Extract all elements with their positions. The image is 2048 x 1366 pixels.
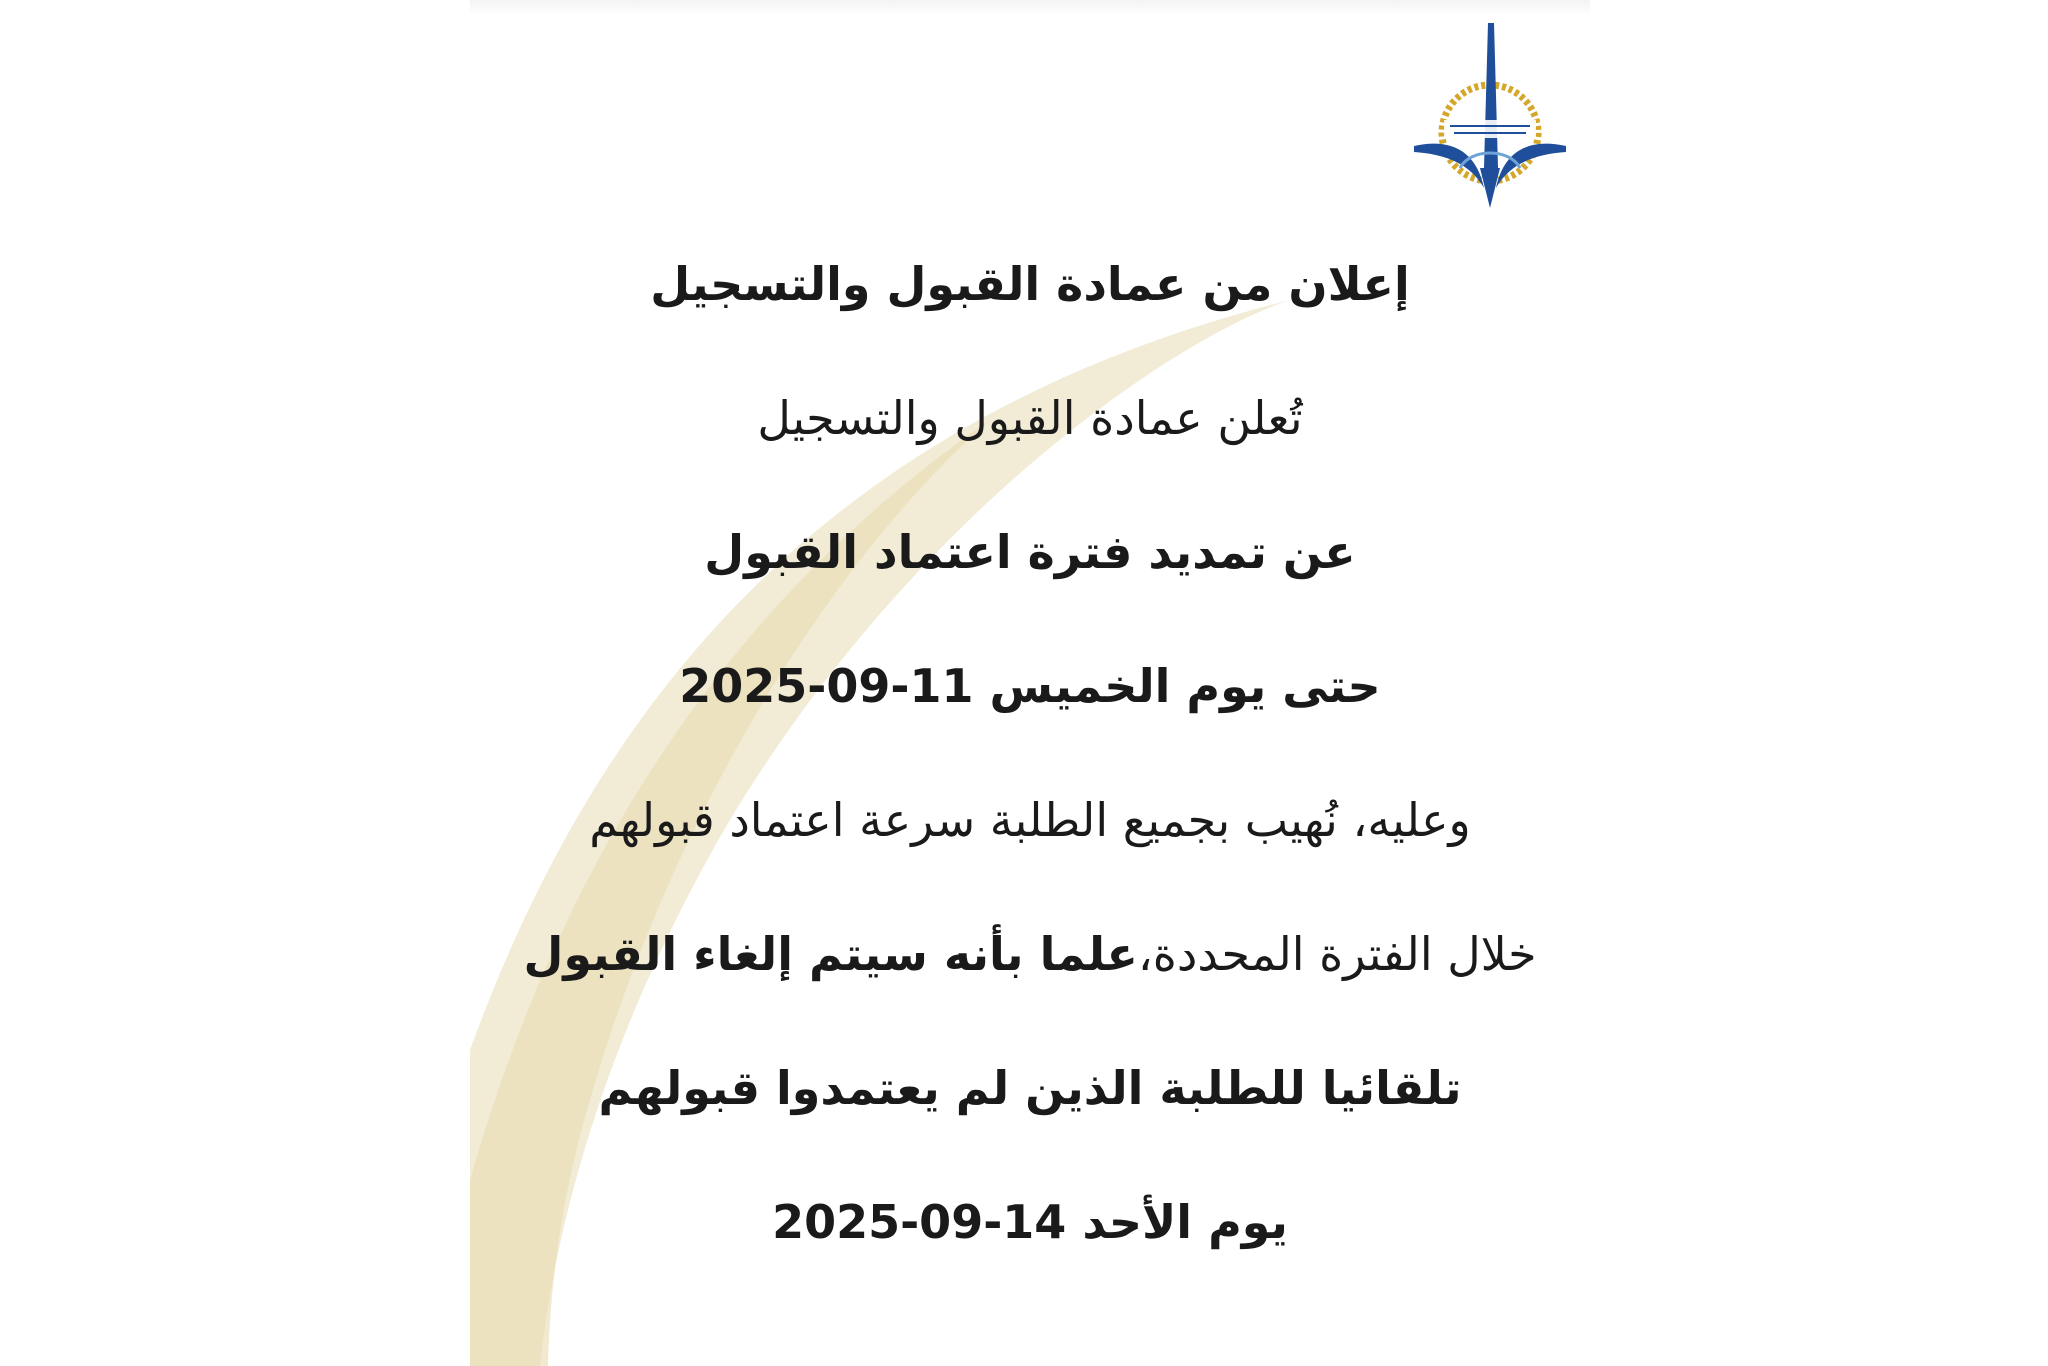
announcement-line-3 <box>470 656 1590 716</box>
announcement-line-5 <box>470 924 1590 984</box>
announcement-line-7 <box>470 1192 1590 1252</box>
announcement-heading: إعلان من عمادة القبول والتسجيل <box>650 257 1410 311</box>
cancellation-day-label: يوم الأحد <box>1082 1195 1288 1249</box>
announcement-line-5-regular: خلال الفترة المحددة، <box>1137 927 1537 981</box>
announcement-line-6: تلقائيا للطلبة الذين لم يعتمدوا قبولهم <box>598 1061 1462 1115</box>
announcement-text <box>470 0 1590 1366</box>
announcement-line-4: وعليه، نُهيب بجميع الطلبة سرعة اعتماد قبولهم <box>589 793 1471 847</box>
announcement-line-1: تُعلن عمادة القبول والتسجيل <box>757 391 1303 445</box>
announcement-line-5-bold: علما بأنه سيتم إلغاء القبول <box>523 927 1138 981</box>
cancellation-date: 2025-09-14 <box>772 1195 1067 1249</box>
top-fade <box>470 0 1590 16</box>
deadline-date: 2025-09-11 <box>679 659 974 713</box>
announcement-card <box>470 0 1590 1366</box>
announcement-line-2: عن تمديد فترة اعتماد القبول <box>704 525 1356 579</box>
deadline-day-label: حتى يوم الخميس <box>989 659 1381 713</box>
